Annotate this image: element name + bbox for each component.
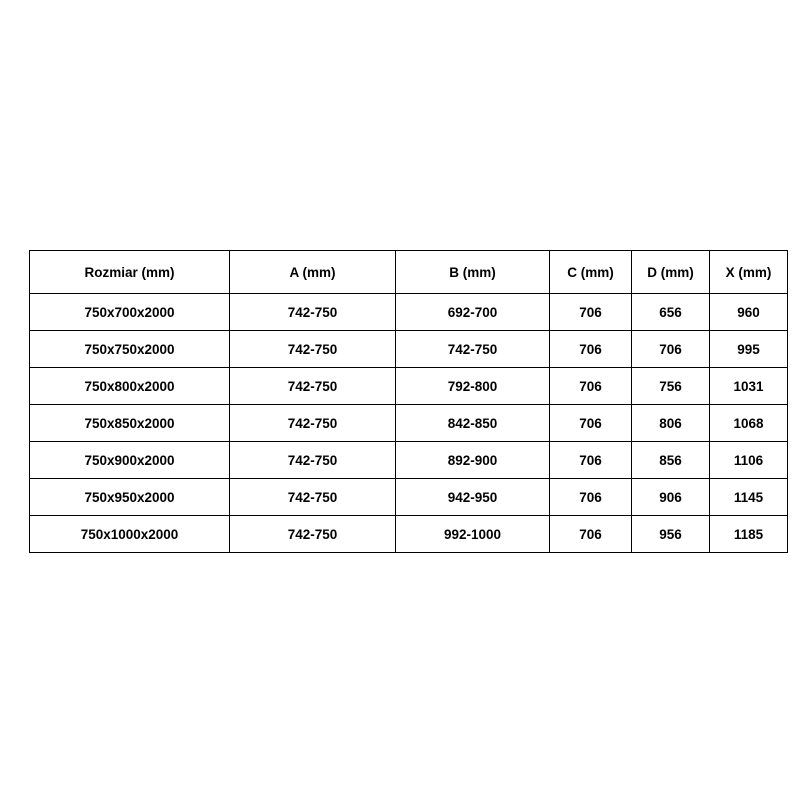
cell-x: 1031 <box>710 368 788 405</box>
table-row <box>30 516 788 553</box>
cell-size: 750x750x2000 <box>30 331 230 368</box>
table-header <box>30 251 788 294</box>
cell-a: 742-750 <box>230 405 396 442</box>
cell-x: 1185 <box>710 516 788 553</box>
cell-c: 706 <box>550 479 632 516</box>
cell-b: 742-750 <box>396 331 550 368</box>
cell-x: 960 <box>710 294 788 331</box>
cell-a: 742-750 <box>230 368 396 405</box>
cell-size: 750x800x2000 <box>30 368 230 405</box>
column-header-b: B (mm) <box>396 251 550 294</box>
cell-size: 750x850x2000 <box>30 405 230 442</box>
cell-a: 742-750 <box>230 331 396 368</box>
column-header-x: X (mm) <box>710 251 788 294</box>
cell-b: 792-800 <box>396 368 550 405</box>
cell-d: 806 <box>632 405 710 442</box>
cell-b: 692-700 <box>396 294 550 331</box>
cell-d: 956 <box>632 516 710 553</box>
cell-size: 750x1000x2000 <box>30 516 230 553</box>
cell-d: 906 <box>632 479 710 516</box>
cell-size: 750x900x2000 <box>30 442 230 479</box>
cell-c: 706 <box>550 405 632 442</box>
cell-size: 750x700x2000 <box>30 294 230 331</box>
cell-c: 706 <box>550 516 632 553</box>
table-row <box>30 368 788 405</box>
cell-a: 742-750 <box>230 516 396 553</box>
column-header-c: C (mm) <box>550 251 632 294</box>
column-header-rozmiar: Rozmiar (mm) <box>30 251 230 294</box>
column-header-d: D (mm) <box>632 251 710 294</box>
cell-b: 892-900 <box>396 442 550 479</box>
cell-c: 706 <box>550 294 632 331</box>
cell-a: 742-750 <box>230 442 396 479</box>
table-body <box>30 294 788 553</box>
cell-d: 756 <box>632 368 710 405</box>
cell-a: 742-750 <box>230 294 396 331</box>
cell-x: 1106 <box>710 442 788 479</box>
cell-a: 742-750 <box>230 479 396 516</box>
cell-x: 1068 <box>710 405 788 442</box>
cell-d: 706 <box>632 331 710 368</box>
cell-d: 656 <box>632 294 710 331</box>
cell-c: 706 <box>550 442 632 479</box>
cell-x: 995 <box>710 331 788 368</box>
table-row <box>30 331 788 368</box>
cell-b: 842-850 <box>396 405 550 442</box>
cell-c: 706 <box>550 368 632 405</box>
size-table <box>29 250 788 553</box>
cell-b: 992-1000 <box>396 516 550 553</box>
cell-b: 942-950 <box>396 479 550 516</box>
table-row <box>30 405 788 442</box>
cell-size: 750x950x2000 <box>30 479 230 516</box>
size-table-container <box>29 250 771 553</box>
cell-c: 706 <box>550 331 632 368</box>
table-header-row <box>30 251 788 294</box>
cell-x: 1145 <box>710 479 788 516</box>
column-header-a: A (mm) <box>230 251 396 294</box>
cell-d: 856 <box>632 442 710 479</box>
table-row <box>30 442 788 479</box>
table-row <box>30 294 788 331</box>
table-row <box>30 479 788 516</box>
